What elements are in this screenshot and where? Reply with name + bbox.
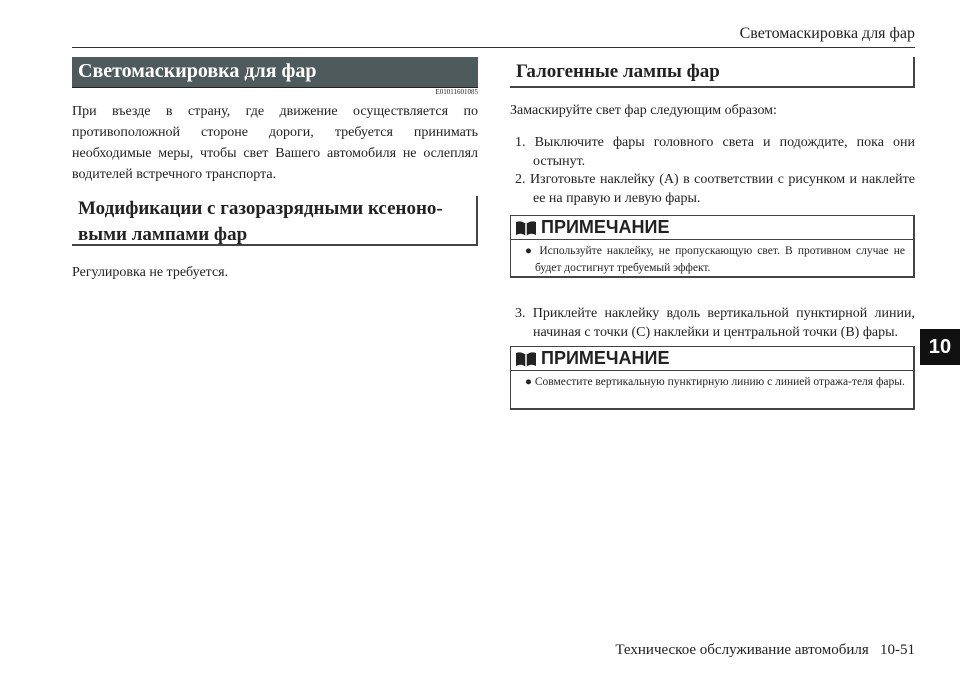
halogen-intro: Замаскируйте свет фар следующим образом:	[510, 103, 777, 118]
page-footer: Техническое обслуживание автомобиля 10-51	[615, 642, 915, 658]
step-2: 2. Изготовьте наклейку (A) в соответствии с рисунком и наклейте ее на правую и левую фары.	[515, 172, 915, 206]
subheading-halogen: Галогенные лампы фар	[510, 57, 915, 88]
section-heading: Светомаскировка для фар	[72, 57, 478, 88]
open-book-icon	[515, 219, 537, 237]
step-3: 3. Приклейте наклейку вдоль вертикальной пунктирной линии, начиная с точки (C) наклейки и центральной точки (B) фары.	[515, 306, 915, 340]
header-rule	[72, 47, 915, 48]
note-box	[510, 215, 915, 278]
subheading-xenon: Модификации с газоразрядными ксеноно-выми лампами фар	[72, 196, 478, 246]
note-title: ПРИМЕЧАНИЕ	[541, 217, 670, 237]
step-1: 1. Выключите фары головного света и подождите, пока они остынут.	[515, 135, 915, 169]
page-header-title: Светомаскировка для фар	[739, 25, 915, 42]
xenon-paragraph: Регулировка не требуется.	[72, 265, 229, 280]
section-code: E01011601085	[435, 88, 478, 96]
note-text: ● Используйте наклейку, не пропускающую свет. В противном случае не будет достигнут требуемый эффект.	[525, 245, 905, 274]
note-box	[510, 346, 915, 410]
chapter-tab[interactable]: 10	[920, 329, 960, 365]
intro-paragraph: При въезде в страну, где движение осуществляется по противоположной стороне дороги, требуется принимать необходимые меры, чтобы свет Вашего автомобиля не ослеплял водителей встречного транспорта.	[72, 104, 478, 182]
note-title: ПРИМЕЧАНИЕ	[541, 348, 670, 368]
open-book-icon	[515, 350, 537, 368]
note-text: ● Совместите вертикальную пунктирную линию с линией отража-теля фары.	[525, 376, 905, 388]
